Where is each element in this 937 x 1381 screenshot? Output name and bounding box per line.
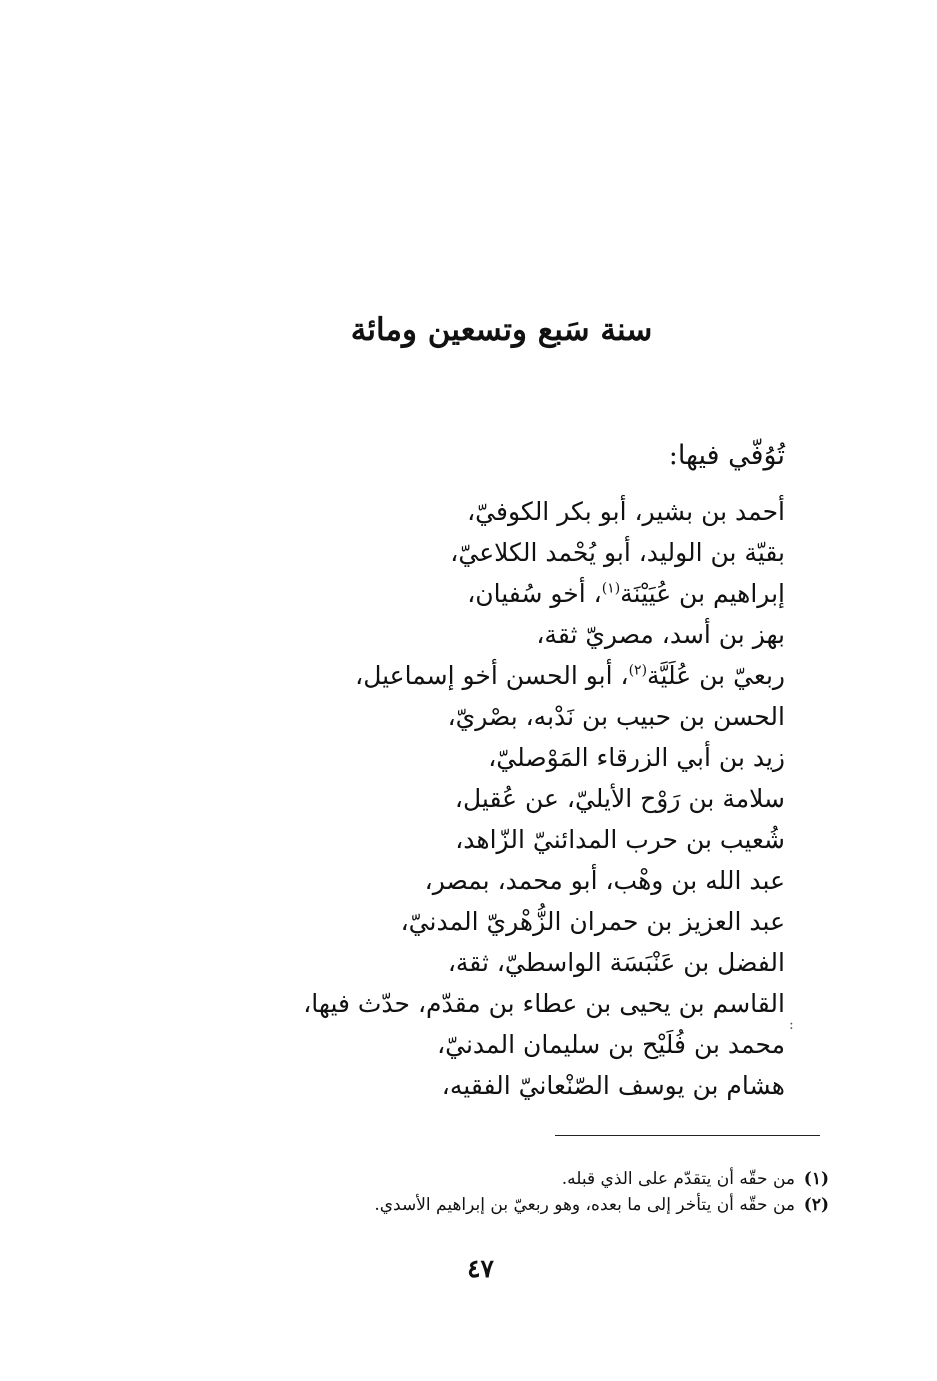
footnote-number: (١) [803,1169,829,1189]
list-item: أحمد بن بشير، أبو بكر الكوفيّ، [467,497,785,526]
list-item: هشام بن يوسف الصّنْعانيّ الفقيه، [441,1071,785,1100]
footnotes [374,1166,829,1218]
footnote-ref-2[interactable]: (٢) [628,662,648,679]
list-item [303,573,785,614]
footnote-divider [555,1135,820,1136]
footnote-text: من حقّه أن يتأخر إلى ما بعده، وهو ربعيّ بن إبراهيم الأسدي. [374,1195,795,1215]
entry-tail: ، أبو الحسن أخو إسماعيل، [355,661,629,690]
list-item [303,655,785,696]
list-item: الفضل بن عَنْبَسَة الواسطيّ، ثقة، [447,948,785,977]
entry-name: ربعيّ بن عُلَيَّة [647,661,785,690]
list-item: شُعيب بن حرب المدائنيّ الزّاهد، [455,825,785,854]
list-item: بهز بن أسد، مصريّ ثقة، [536,620,785,649]
footnote-ref-1[interactable]: (١) [601,580,621,597]
footnote-item [374,1166,829,1192]
page-number: ٤٧ [467,1254,494,1283]
footnote-text: من حقّه أن يتقدّم على الذي قبله. [561,1169,795,1189]
list-item: عبد الله بن وهْب، أبو محمد، بمصر، [424,866,785,895]
list-item: القاسم بن يحيى بن عطاء بن مقدّم، حدّث فيها، [303,989,785,1018]
margin-mark: : [789,1017,794,1033]
list-item: بقيّة بن الوليد، أبو يُحْمد الكلاعيّ، [450,538,785,567]
footnote-number: (٢) [803,1195,829,1215]
entry-name: إبراهيم بن عُيَيْنَة [620,579,785,608]
list-item: الحسن بن حبيب بن نَدْبه، بصْريّ، [447,702,785,731]
list-item: عبد العزيز بن حمران الزُّهْريّ المدنيّ، [400,907,785,936]
list-item: سلامة بن رَوْح الأيليّ، عن عُقيل، [454,784,785,813]
intro-line: تُوُفّي فيها: [668,440,785,471]
list-item: زيد بن أبي الزرقاء المَوْصليّ، [488,743,785,772]
entry-tail: ، أخو سُفيان، [467,579,602,608]
list-item: محمد بن فُلَيْح بن سليمان المدنيّ، [437,1030,785,1059]
deaths-list [303,491,785,1106]
page-title: سنة سَبع وتسعين ومائة [350,312,653,348]
footnote-item [374,1192,829,1218]
